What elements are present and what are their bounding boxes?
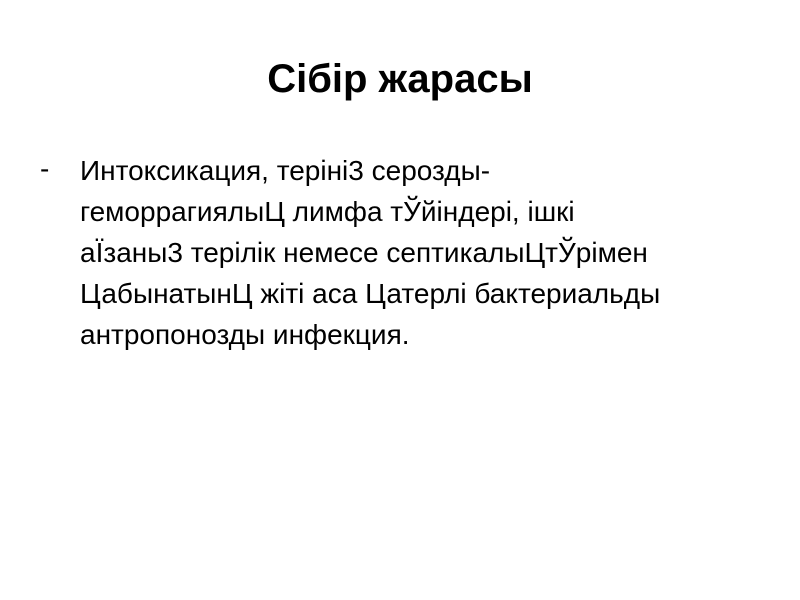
- bullet-marker: -: [40, 153, 50, 184]
- bullet-list: [40, 150, 760, 355]
- bullet-item: [40, 150, 760, 355]
- slide-title: Сібір жарасы: [267, 57, 533, 101]
- bullet-line: ЦабынатынЦ жіті аса Цатерлі бактериальды: [80, 278, 661, 309]
- bullet-line: аЇзаны3 терілік немесе септикалыЦтЎрімен: [80, 237, 648, 268]
- bullet-line: Интоксикация, терінi3 серозды-: [80, 155, 491, 186]
- bullet-line: геморрагиялыЦ лимфа тЎйіндері, ішкі: [80, 196, 575, 227]
- bullet-line: антропонозды инфекция.: [80, 319, 410, 350]
